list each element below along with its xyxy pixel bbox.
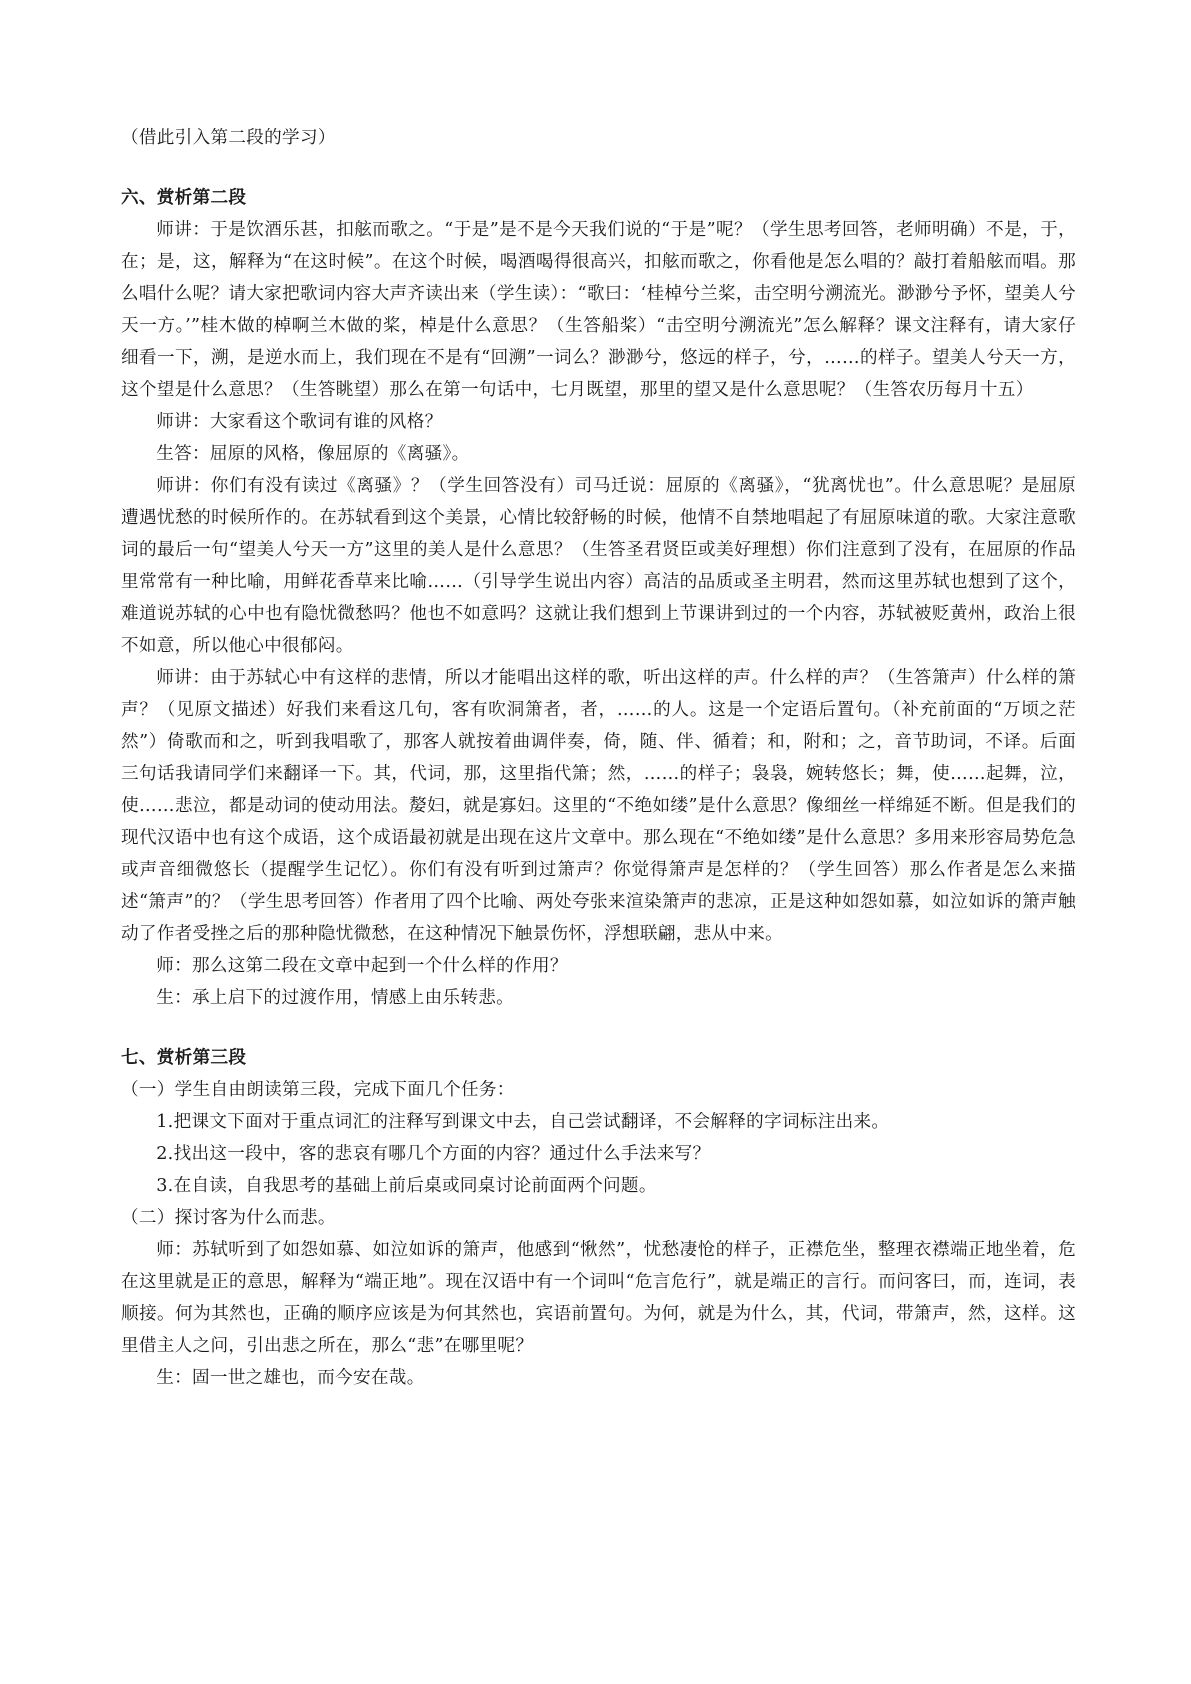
document-page xyxy=(121,122,1076,1394)
paragraph: 师讲：你们有没有读过《离骚》？（学生回答没有）司马迁说：屈原的《离骚》，“犹离忧也”。什么意思呢？是屈原遭遇忧愁的时候所作的。在苏轼看到这个美景，心情比较舒畅的时候，他情不自禁地唱起了有屈原味道的歌。大家注意歌词的最后一句“望美人兮天一方”这里的美人是什么意思？（生答圣君贤臣或美好理想）你们注意到了没有，在屈原的作品里常常有一种比喻，用鲜花香草来比喻……（引导学生说出内容）高洁的品质或圣主明君，然而这里苏轼也想到了这个，难道说苏轼的心中也有隐忧微愁吗？他也不如意吗？这就让我们想到上节课讲到过的一个内容，苏轼被贬黄州，政治上很不如意，所以他心中很郁闷。 xyxy=(121,476,1076,656)
section-heading-7: 七、赏析第三段 xyxy=(121,1047,247,1068)
intro-line: （借此引入第二段的学习） xyxy=(121,128,336,148)
paragraph: 生：承上启下的过渡作用，情感上由乐转悲。 xyxy=(156,988,515,1008)
paragraph: 师讲：由于苏轼心中有这样的悲情，所以才能唱出这样的歌，听出这样的声。什么样的声？（生答箫声）什么样的箫声？（见原文描述）好我们来看这几句，客有吹洞箫者，者，……的人。这是一个定语后置句。（补充前面的“万顷之茫然”）倚歌而和之，听到我唱歌了，那客人就按着曲调伴奏，倚，随、伴、循着；和，附和；之，音节助词，不译。后面三句话我请同学们来翻译一下。其，代词，那，这里指代箫；然，……的样子；袅袅，婉转悠长；舞，使……起舞，泣，使……悲泣，都是动词的使动用法。嫠妇，就是寡妇。这里的“不绝如缕”是什么意思？像细丝一样绵延不断。但是我们的现代汉语中也有这个成语，这个成语最初就是出现在这片文章中。那么现在“不绝如缕”是什么意思？多用来形容局势危急或声音细微悠长（提醒学生记忆）。你们有没有听到过箫声？你觉得箫声是怎样的？（学生回答）那么作者是怎么来描述“箫声”的？（学生思考回答）作者用了四个比喻、两处夸张来渲染箫声的悲凉，正是这种如怨如慕，如泣如诉的箫声触动了作者受挫之后的那种隐忧微愁，在这种情况下触景伤怀，浮想联翩，悲从中来。 xyxy=(121,668,1076,944)
paragraph: 生答：屈原的风格，像屈原的《离骚》。 xyxy=(156,444,470,464)
section-heading-6: 六、赏析第二段 xyxy=(121,187,247,208)
task-item: 2.找出这一段中，客的悲哀有哪几个方面的内容？通过什么手法来写？ xyxy=(156,1144,711,1164)
paragraph: 师：苏轼听到了如怨如慕、如泣如诉的箫声，他感到“愀然”，忧愁凄怆的样子，正襟危坐，整理衣襟端正地坐着，危在这里就是正的意思，解释为“端正地”。现在汉语中有一个词叫“危言危行”，就是端正的言行。而问客曰，而，连词，表顺接。何为其然也，正确的顺序应该是为何其然也，宾语前置句。为何，就是为什么，其，代词，带箫声，然，这样。这里借主人之问，引出悲之所在，那么“悲”在哪里呢？ xyxy=(121,1240,1076,1356)
paragraph: 师讲：大家看这个歌词有谁的风格？ xyxy=(156,412,443,432)
task-item: 1.把课文下面对于重点词汇的注释写到课文中去，自己尝试翻译，不会解释的字词标注出来。 xyxy=(156,1112,890,1132)
paragraph: 师：那么这第二段在文章中起到一个什么样的作用？ xyxy=(156,956,568,976)
subsection-title-1: （一）学生自由朗读第三段，完成下面几个任务： xyxy=(121,1080,515,1100)
paragraph: 生：固一世之雄也，而今安在哉。 xyxy=(156,1368,425,1388)
subsection-title-2: （二）探讨客为什么而悲。 xyxy=(121,1208,336,1228)
task-item: 3.在自读，自我思考的基础上前后桌或同桌讨论前面两个问题。 xyxy=(156,1176,657,1196)
paragraph: 师讲：于是饮酒乐甚，扣舷而歌之。“于是”是不是今天我们说的“于是”呢？（学生思考回答，老师明确）不是，于，在；是，这，解释为“在这时候”。在这个时候，喝酒喝得很高兴，扣舷而歌之，你看他是怎么唱的？敲打着船舷而唱。那么唱什么呢？请大家把歌词内容大声齐读出来（学生读）：“歌曰：‘桂棹兮兰桨，击空明兮溯流光。渺渺兮予怀，望美人兮天一方。’”桂木做的棹啊兰木做的桨，棹是什么意思？（生答船桨）“击空明兮溯流光”怎么解释？课文注释有，请大家仔细看一下，溯，是逆水而上，我们现在不是有“回溯”一词么？渺渺兮，悠远的样子，兮，……的样子。望美人兮天一方，这个望是什么意思？（生答眺望）那么在第一句话中，七月既望，那里的望又是什么意思呢？（生答农历每月十五） xyxy=(121,220,1076,400)
